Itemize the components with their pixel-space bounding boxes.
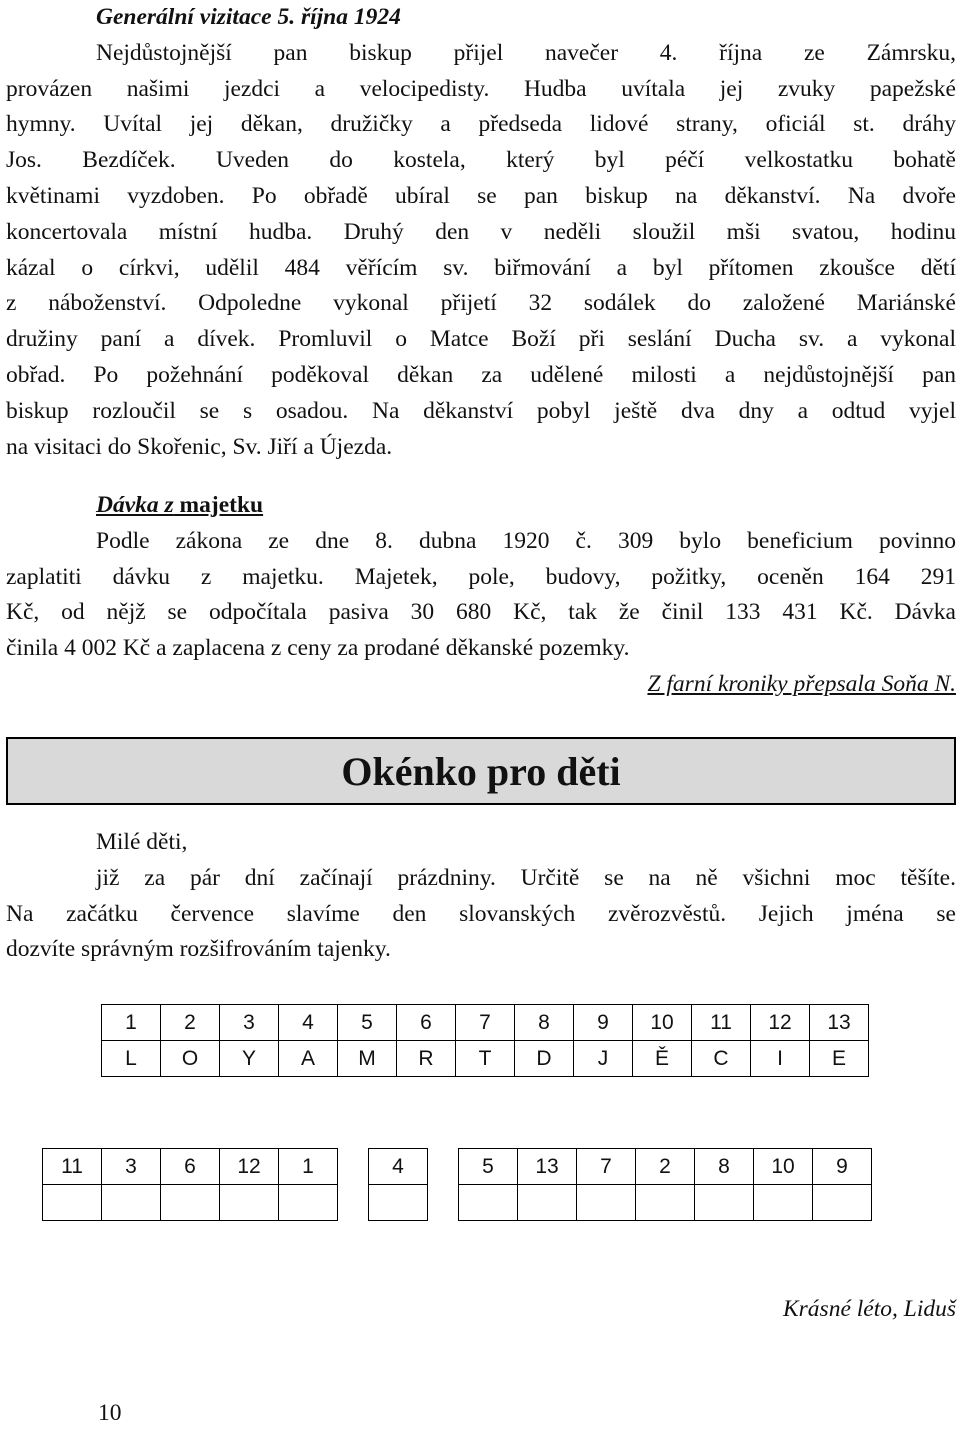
visitation-line: koncertovala místní hudba. Druhý den v neděli sloužil mši svatou, hodinu [6,218,956,245]
puzzle-answer-cell[interactable] [459,1185,518,1221]
cipher-letter-cell: I [751,1041,810,1077]
kids-last-line: dozvíte správným rozšifrováním tajenky. [6,936,391,963]
puzzle-table [42,1148,872,1221]
puzzle-answer-cell[interactable] [161,1185,220,1221]
puzzle-number-cell: 5 [459,1149,518,1185]
visitation-first-line: Nejdůstojnější pan biskup přijel navečer 4. října ze Zámrsku, [96,39,956,66]
kids-banner [6,737,956,805]
cipher-letters-row [102,1041,869,1077]
cipher-number-cell: 7 [456,1005,515,1041]
levy-line: zaplatiti dávku z majetku. Majetek, pole, budovy, požitky, oceněn 164 291 [6,563,956,590]
cipher-letter-cell: T [456,1041,515,1077]
levy-heading-italic: Dávka z [96,492,174,518]
visitation-line: obřad. Po požehnání poděkoval děkan za udělené milosti a nejdůstojnější pan [6,361,956,388]
puzzle-number-cell: 6 [161,1149,220,1185]
puzzle-answers-row [43,1185,872,1221]
puzzle-answer-cell[interactable] [279,1185,338,1221]
puzzle-number-cell: 11 [43,1149,102,1185]
cipher-number-cell: 4 [279,1005,338,1041]
visitation-line: družiny paní a dívek. Promluvil o Matce Boží při seslání Ducha sv. a vykonal [6,326,956,353]
cipher-number-cell: 6 [397,1005,456,1041]
puzzle-answer-cell[interactable] [695,1185,754,1221]
cipher-letter-cell: D [515,1041,574,1077]
levy-first-line: Podle zákona ze dne 8. dubna 1920 č. 309 bylo beneficium povinno [96,527,956,554]
puzzle-number-cell: 12 [220,1149,279,1185]
cipher-number-cell: 10 [633,1005,692,1041]
kids-line: Na začátku července slavíme den slovanských zvěrozvěstů. Jejich jména se [6,900,956,927]
cipher-number-cell: 1 [102,1005,161,1041]
puzzle-number-cell: 2 [636,1149,695,1185]
levy-heading-rest: majetku [173,492,264,518]
visitation-line: hymny. Uvítal jej děkan, družičky a předseda lidové strany, oficiál st. dráhy [6,111,956,138]
cipher-number-cell: 9 [574,1005,633,1041]
puzzle-number-cell: 9 [813,1149,872,1185]
cipher-letter-cell: E [810,1041,869,1077]
puzzle-number-cell: 10 [754,1149,813,1185]
cipher-numbers-row [102,1005,869,1041]
puzzle-answer-cell[interactable] [43,1185,102,1221]
visitation-line: kázal o církvi, udělil 484 věřícím sv. biřmování a byl přítomen zkoušce dětí [6,254,956,281]
cipher-number-cell: 8 [515,1005,574,1041]
kids-first-line: již za pár dní začínají prázdniny. Určitě se na ně všichni moc těšíte. [96,864,956,891]
cipher-number-cell: 13 [810,1005,869,1041]
puzzle-gap [428,1185,459,1221]
visitation-last-line: na visitaci do Skořenic, Sv. Jiří a Újezda. [6,433,393,460]
kids-greeting: Milé děti, [96,829,188,855]
levy-last-line: činila 4 002 Kč a zaplacena z ceny za prodané děkanské pozemky. [6,635,630,662]
visitation-line: biskup rozloučil se s osadou. Na děkanství pobyl ještě dva dny a odtud vyjel [6,397,956,424]
closing-signature: Krásné léto, Liduš [782,1296,956,1322]
cipher-letter-cell: L [102,1041,161,1077]
cipher-letter-cell: J [574,1041,633,1077]
cipher-number-cell: 12 [751,1005,810,1041]
puzzle-answer-cell[interactable] [518,1185,577,1221]
visitation-line: provázen našimi jezdci a velocipedisty. Hudba uvítala jej zvuky papežské [6,75,956,102]
puzzle-answer-cell[interactable] [636,1185,695,1221]
visitation-section [6,0,956,465]
levy-section [6,488,956,703]
puzzle-number-cell: 4 [369,1149,428,1185]
visitation-line: květinami vyzdoben. Po obřadě ubíral se pan biskup na děkanství. Na dvoře [6,182,956,209]
cipher-letter-cell: Y [220,1041,279,1077]
visitation-heading: Generální vizitace 5. října 1924 [96,4,401,30]
visitation-line: z náboženství. Odpoledne vykonal přijetí 32 sodálek do založené Mariánské [6,290,956,317]
cipher-letter-cell: R [397,1041,456,1077]
puzzle-numbers-row [43,1149,872,1185]
kids-body [6,897,956,933]
puzzle-answer-cell[interactable] [220,1185,279,1221]
puzzle-answer-cell[interactable] [577,1185,636,1221]
puzzle-gap [428,1149,459,1185]
puzzle-answer-cell[interactable] [369,1185,428,1221]
puzzle-number-cell: 3 [102,1149,161,1185]
cipher-letter-cell: M [338,1041,397,1077]
cipher-number-cell: 11 [692,1005,751,1041]
cipher-number-cell: 3 [220,1005,279,1041]
puzzle-number-cell: 1 [279,1149,338,1185]
levy-signature: Z farní kroniky přepsala Soňa N. [647,670,956,697]
puzzle-answer-cell[interactable] [754,1185,813,1221]
cipher-letter-cell: C [692,1041,751,1077]
cipher-number-cell: 2 [161,1005,220,1041]
banner-title: Okénko pro děti [341,748,621,794]
kids-section [6,825,956,968]
page-number: 10 [98,1400,122,1426]
cipher-letter-cell: A [279,1041,338,1077]
cipher-key-table [101,1004,869,1077]
cipher-number-cell: 5 [338,1005,397,1041]
puzzle-number-cell: 13 [518,1149,577,1185]
levy-line: Kč, od nějž se odpočítala pasiva 30 680 Kč, tak že činil 133 431 Kč. Dávka [6,599,956,626]
cipher-letter-cell: Ě [633,1041,692,1077]
levy-body [6,560,956,632]
puzzle-number-cell: 7 [577,1149,636,1185]
cipher-letter-cell: O [161,1041,220,1077]
puzzle-number-cell: 8 [695,1149,754,1185]
puzzle-answer-cell[interactable] [813,1185,872,1221]
visitation-body [6,72,956,430]
puzzle-gap [338,1149,369,1185]
levy-heading [6,488,956,524]
puzzle-answer-cell[interactable] [102,1185,161,1221]
visitation-line: Jos. Bezdíček. Uveden do kostela, který byl péčí velkostatku bohatě [6,147,956,174]
puzzle-gap [338,1185,369,1221]
